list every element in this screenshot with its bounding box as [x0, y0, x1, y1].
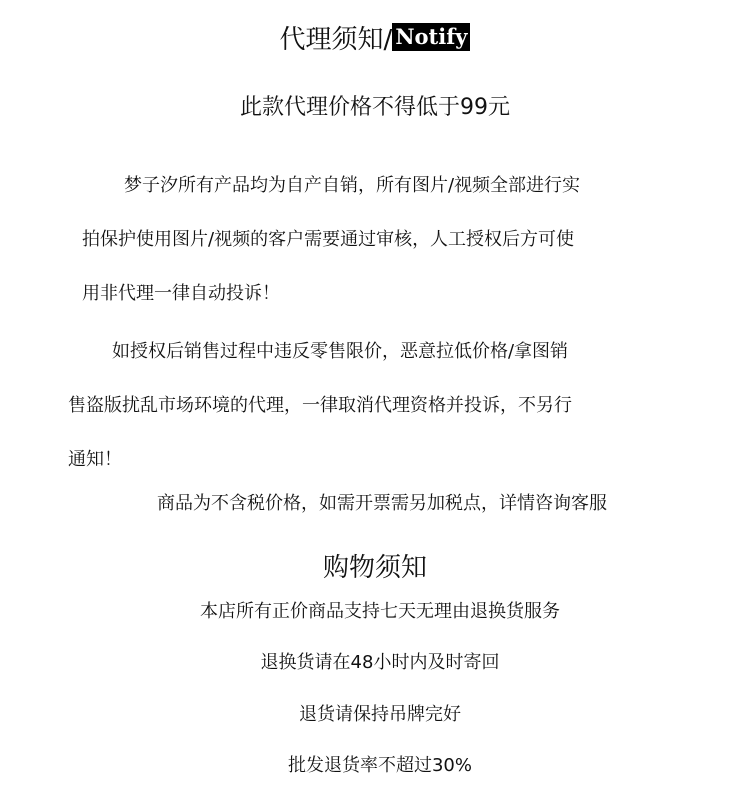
shopping-rule: 批发退货率不超过30%: [287, 755, 472, 776]
shopping-rule: 退货请保持吊牌完好: [299, 704, 461, 725]
paragraph-line: 通知！: [68, 449, 122, 470]
tax-notice: 商品为不含税价格，如需开票需另加税点，详情咨询客服: [157, 493, 607, 514]
shopping-rule: 退换货请在48小时内及时寄回: [260, 652, 500, 673]
notify-badge: Notify: [392, 23, 470, 51]
copyright-paragraph: [82, 159, 682, 321]
paragraph-line: 如授权后销售过程中违反零售限价，恶意拉低价格/拿图销: [112, 341, 569, 362]
shopping-title: 购物须知: [322, 553, 427, 583]
price-violation-paragraph: [68, 325, 688, 487]
title-text: 代理须知/: [279, 25, 393, 55]
paragraph-line: 用非代理一律自动投诉！: [82, 283, 280, 304]
paragraph-line: 售盗版扰乱市场环境的代理，一律取消代理资格并投诉，不另行: [68, 395, 572, 416]
price-subtitle: 此款代理价格不得低于99元: [240, 95, 510, 120]
paragraph-line: 拍保护使用图片/视频的客户需要通过审核，人工授权后方可使: [82, 229, 575, 250]
page-title: [0, 20, 750, 60]
shopping-rule: 本店所有正价商品支持七天无理由退换货服务: [200, 601, 560, 622]
paragraph-line: 梦子汐所有产品均为自产自销，所有图片/视频全部进行实: [124, 175, 581, 196]
